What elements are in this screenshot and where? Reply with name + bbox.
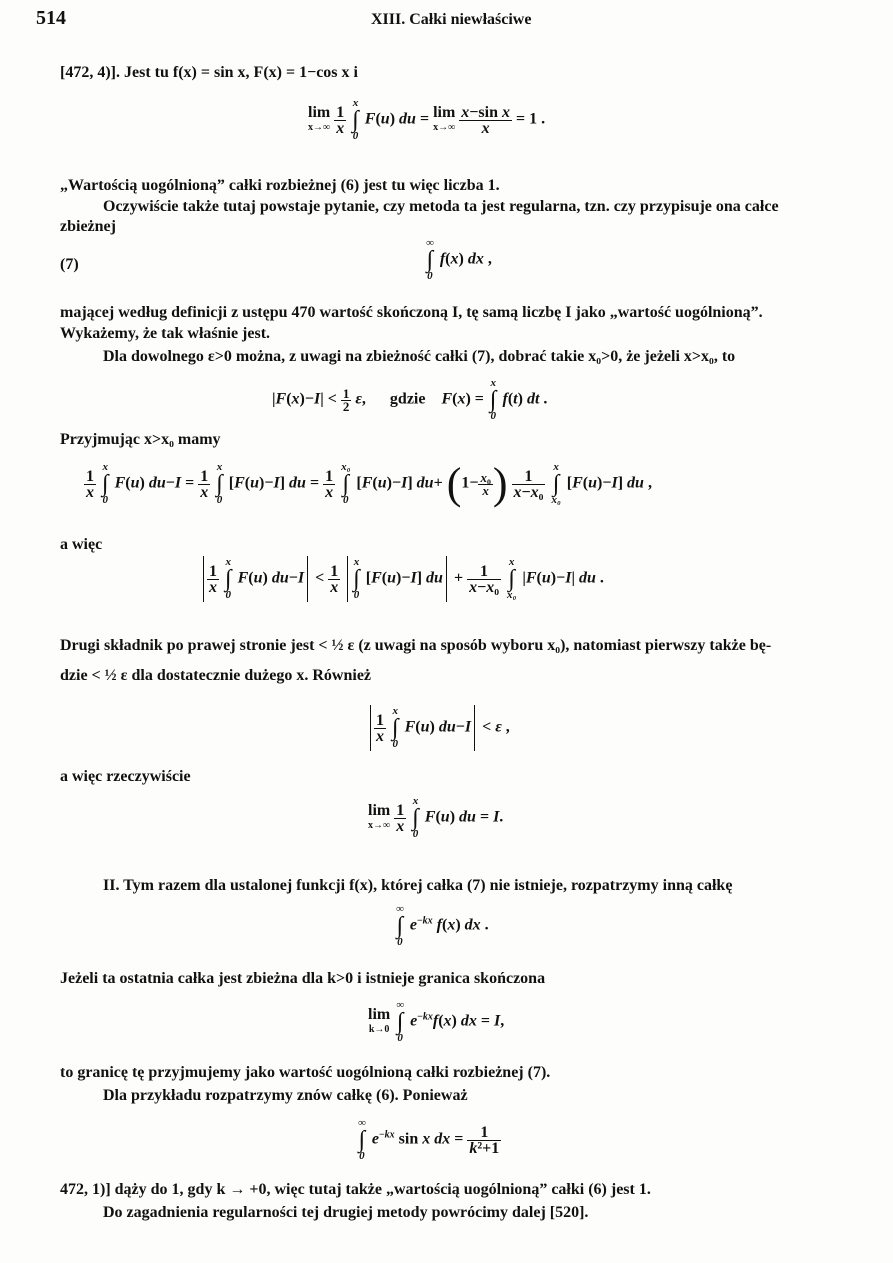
- equation-abel-limit: lim k→0 ∞ ∫ 0 $e^{-kx}f(x)$ dx = I,: [368, 999, 505, 1044]
- equation-label: (7): [60, 256, 79, 273]
- text-line: II. Tym razem dla ustalonej funkcji f(x), której całka (7) nie istnieje, rozpatrzymy inną całkę: [103, 877, 733, 894]
- chapter-title: XIII. Całki niewłaściwe: [371, 11, 532, 28]
- text-line: Jeżeli ta ostatnia całka jest zbieżna dla k>0 i istnieje granica skończona: [60, 970, 546, 987]
- text-line: Dla dowolnego ε>0 można, z uwagi na zbieżność całki (7), dobrać takie x₀>0, że jeżeli x>x₀, to: [103, 348, 736, 365]
- text-line: Oczywiście także tutaj powstaje pytanie, czy metoda ta jest regularna, tzn. czy przypisuje ona całce: [103, 198, 779, 215]
- text-line: dzie < ½ ε dla dostatecznie dużego x. Również: [60, 667, 372, 684]
- text-line: „Wartością uogólnioną” całki rozbieżnej (6) jest tu więc liczba 1.: [60, 177, 500, 194]
- equation-epsilon-bound: |F(x)−I| < $\frac{1}{2}$ ε, gdzie F(x) = x ∫ 0 f(t) dt .: [272, 377, 548, 422]
- equation-limit-mean: lim x→∞ $\frac{1}{x}$ x ∫ 0 F(u) du = lim x→∞ $\frac{\text{x−sin x}}{x}$ = 1 .: [308, 97, 546, 142]
- text-line: 472, 1)] dąży do 1, gdy k → +0, więc tutaj także „wartością uogólnioną” całki (6) jest 1.: [60, 1181, 651, 1198]
- equation-inequality: $\frac{1}{x}$ x ∫ 0 F(u) du−I < $\frac{1}{x}$ x ∫ 0 [F(u)−I] du + $\frac{1}{\text{x−x₀}}$ x ∫ x₀ |F(u)−I| du .: [200, 556, 604, 602]
- text-line: zbieżnej: [60, 218, 116, 235]
- text-line: Do zagadnienia regularności tej drugiej metody powrócimy dalej [520].: [103, 1204, 589, 1221]
- page-number: 514: [36, 7, 66, 29]
- text-line: Drugi składnik po prawej stronie jest < ½ ε (z uwagi na sposób wyboru x₀), natomiast pierwszy także bę-: [60, 637, 772, 654]
- text-line: [472, 4)]. Jest tu f(x) = sin x, F(x) = 1−cos x i: [60, 64, 358, 81]
- text-line: mającej według definicji z ustępu 470 wartość skończoną I, tę samą liczbę I jako „wartość uogólnioną”.: [60, 304, 763, 321]
- text-line: a więc rzeczywiście: [60, 768, 191, 785]
- text-line: to granicę tę przyjmujemy jako wartość uogólnioną całki rozbieżnej (7).: [60, 1064, 551, 1081]
- equation-decomposition: $\frac{1}{x}$ x ∫ 0 F(u) du−I = $\frac{1}{x}$ x ∫ 0 [F(u)−I] du = $\frac{1}{x}$ x₀ ∫ 0 [F(u)−I] du+ (1− $\frac{\text{x₀}}{x}$ ) $\frac{1}{\text{x−x₀}}$ x ∫ x₀ [F(u)−I] du ,: [86, 459, 652, 508]
- text-line: a więc: [60, 536, 103, 553]
- equation-epsilon-final: $\frac{1}{x}$ x ∫ 0 F(u) du−I < ε ,: [367, 705, 510, 751]
- equation-limit-conclusion: lim x→∞ $\frac{1}{x}$ x ∫ 0 F(u) du = I.: [368, 795, 504, 840]
- text-line: Przyjmując x>x₀ mamy: [60, 431, 221, 448]
- equation-integral-7: ∞ ∫ 0 f(x) dx ,: [426, 237, 492, 282]
- text-line: Wykażemy, że tak właśnie jest.: [60, 325, 271, 342]
- text-line: Dla przykładu rozpatrzymy znów całkę (6). Ponieważ: [103, 1087, 468, 1104]
- equation-abel-integral: ∞ ∫ 0 $e^{-kx}$ f(x) dx .: [396, 903, 489, 948]
- equation-sine-integral: ∞ ∫ 0 $e^{-kx}$ sin x dx = $\frac{1}{\text{k²+1}}$: [358, 1117, 500, 1162]
- eq1-text: [0, 0, 1, 1]
